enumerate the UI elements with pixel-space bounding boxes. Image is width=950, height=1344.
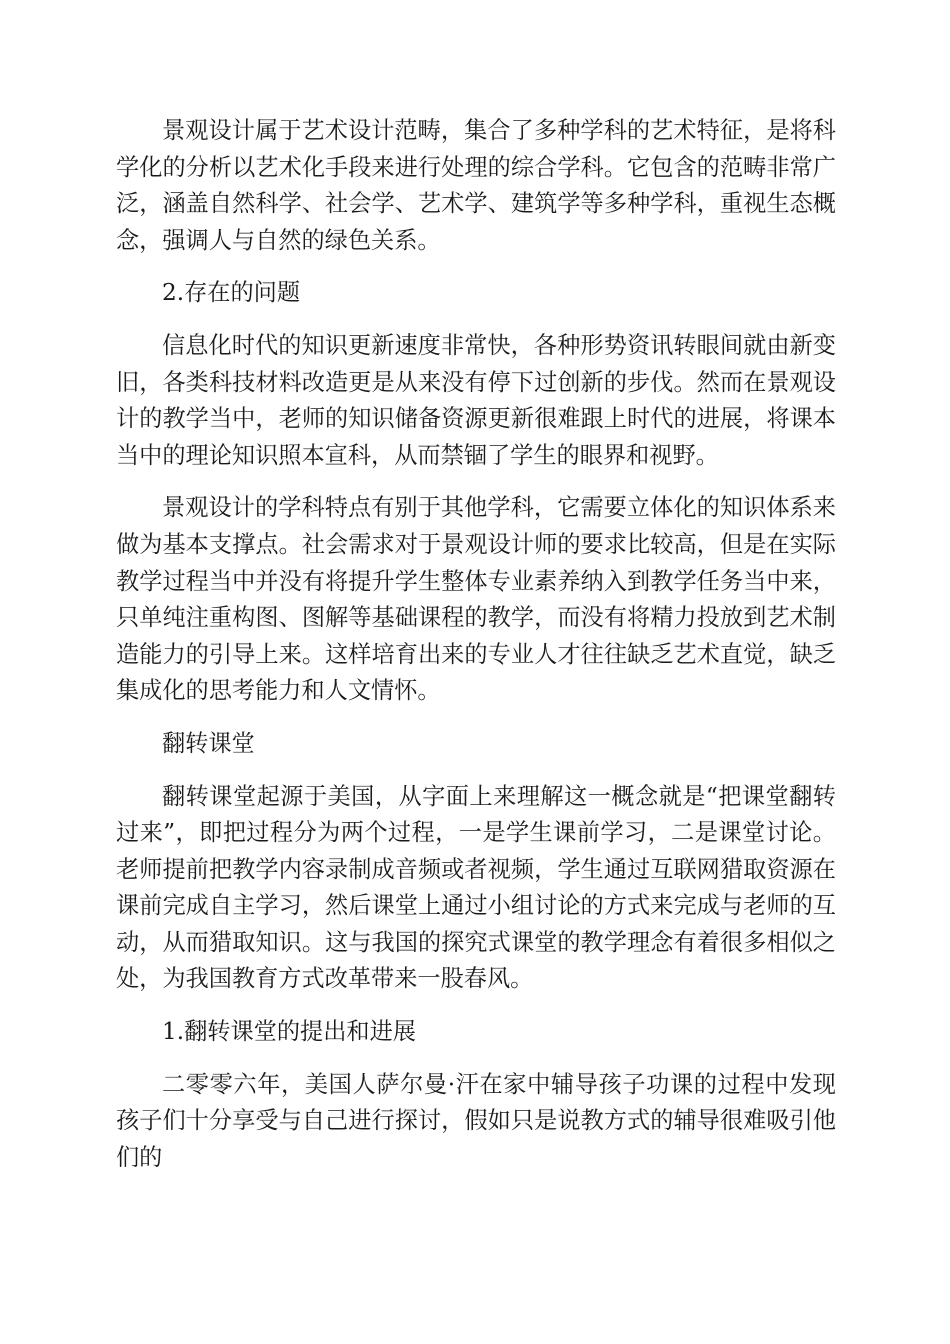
section-heading-flipped-classroom-development: 1.翻转课堂的提出和进展: [162, 1018, 416, 1046]
section-heading-flipped-classroom: 翻转课堂: [162, 729, 255, 757]
section-heading-existing-problems: 2.存在的问题: [162, 279, 301, 307]
paragraph-knowledge-update: 信息化时代的知识更新速度非常快，各种形势资讯转眼间就由新变旧，各类科技材料改造更是从来没有停下过创新的步伐。然而在景观设计的教学当中，老师的知识储备资源更新很难跟上时代的进展，将课本当中的理论知识照本宣科，从而禁锢了学生的眼界和视野。: [116, 331, 836, 469]
paragraph-flipped-classroom-origin: 翻转课堂起源于美国，从字面上来理解这一概念就是“把课堂翻转过来”，即把过程分为两个过程，一是学生课前学习，二是课堂讨论。老师提前把教学内容录制成音频或者视频，学生通过互联网猎取资源在课前完成自主学习，然后课堂上通过小组讨论的方式来完成与老师的互动，从而猎取知识。这与我国的探究式课堂的教学理念有着很多相似之处，为我国教育方式改革带来一股春风。: [116, 782, 836, 993]
paragraph-landscape-design-definition: 景观设计属于艺术设计范畴，集合了多种学科的艺术特征，是将科学化的分析以艺术化手段来进行处理的综合学科。它包含的范畴非常广泛，涵盖自然科学、社会学、艺术学、建筑学等多种学科，重视生态概念，强调人与自然的绿色关系。: [116, 117, 836, 254]
paragraph-discipline-characteristics: 景观设计的学科特点有别于其他学科，它需要立体化的知识体系来做为基本支撑点。社会需求对于景观设计师的要求比较高，但是在实际教学过程当中并没有将提升学生整体专业素养纳入到教学任务当中来，只单纯注重构图、图解等基础课程的教学，而没有将精力投放到艺术制造能力的引导上来。这样培育出来的专业人才往往缺乏艺术直觉，缺乏集成化的思考能力和人文情怀。: [116, 494, 836, 705]
document-body: [116, 113, 836, 1192]
paragraph-salman-khan: 二零零六年，美国人萨尔曼·汗在家中辅导孩子功课的过程中发现孩子们十分享受与自己进行探讨，假如只是说教方式的辅导很难吸引他们的: [116, 1070, 836, 1171]
